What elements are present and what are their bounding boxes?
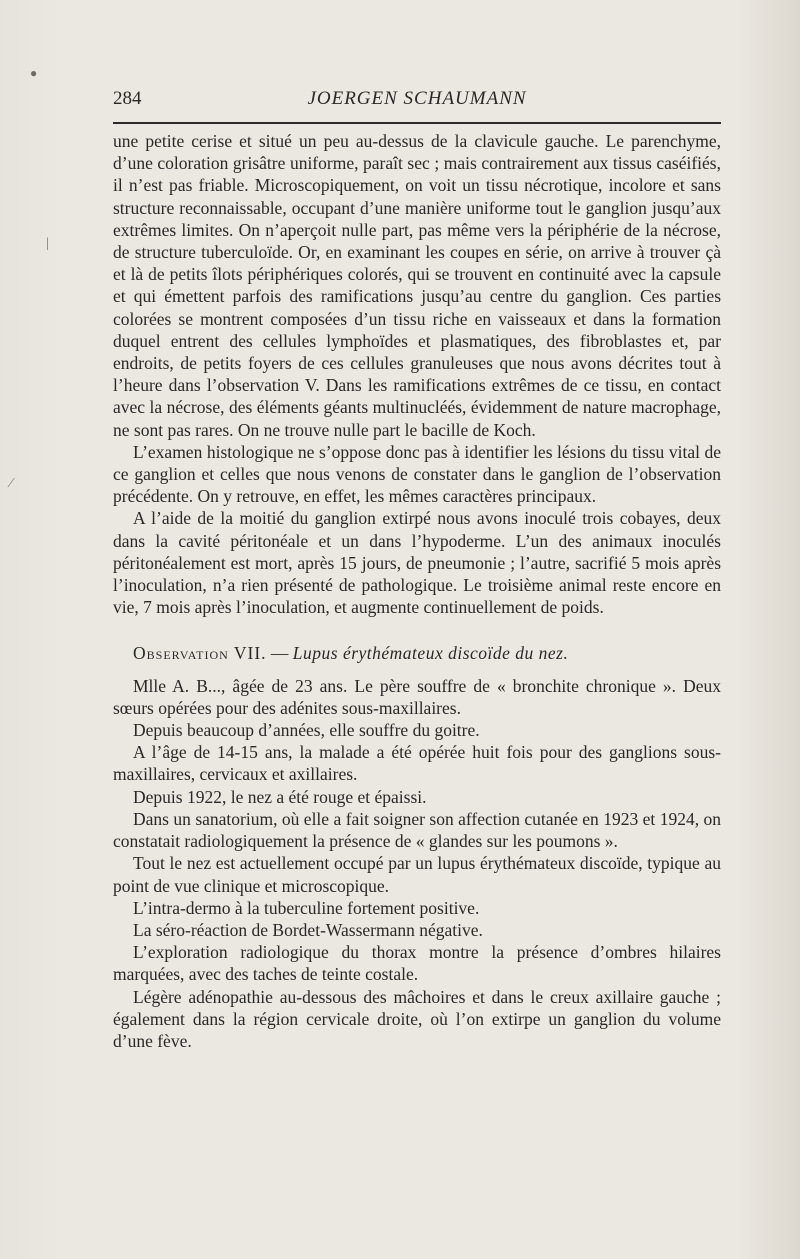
observation-dash: — (266, 643, 293, 664)
observation-label: Observation VII. (133, 643, 267, 664)
paragraph: L’examen histologique ne s’oppose donc pas à identifier les lésions du tissu vital de ce ganglion et celles que nous venons de constater dans le ganglion de l’observation précédente. On y retrouve, en effet, les mêmes caractères principaux. (113, 441, 721, 507)
margin-dot: ● (30, 66, 38, 80)
case-paragraph: L’exploration radiologique du thorax montre la présence d’ombres hilaires marquées, avec des taches de teinte costale. (113, 942, 721, 985)
paragraph: A l’aide de la moitié du ganglion extirpé nous avons inoculé trois cobayes, deux dans la cavité péritonéale et un dans l’hypoderme. L’un des animaux inoculés péritonéalement est mort, après 15 jours, de pneumonie ; l’autre, sacrifié 5 mois après l’inoculation, n’a rien présenté de pathologique. Le troisième animal reste encore en vie, 7 mois après l’inoculation, et augmente continuellement de poids. (113, 508, 721, 618)
case-paragraph: Depuis beaucoup d’années, elle souffre du goitre. (133, 720, 480, 741)
body-text (113, 130, 721, 1052)
observation-heading (113, 642, 721, 664)
observation-title: Lupus érythémateux discoïde du nez. (292, 643, 569, 664)
case-paragraph: L’intra-dermo à la tuberculine fortement positive. (133, 897, 480, 918)
margin-slash: ⁄ (10, 476, 13, 491)
case-paragraph: Depuis 1922, le nez a été rouge et épaissi. (133, 786, 427, 807)
case-paragraph: Mlle A. B..., âgée de 23 ans. Le père souffre de « bronchite chronique ». Deux sœurs opérées pour des adénites sous-maxillaires. (113, 675, 721, 718)
page-header (113, 88, 721, 118)
margin-tick: | (46, 236, 49, 251)
case-paragraph: La séro-réaction de Bordet-Wassermann négative. (133, 919, 483, 940)
case-paragraph: Dans un sanatorium, où elle a fait soigner son affection cutanée en 1923 et 1924, on constatait radiologiquement la présence de « glandes sur les poumons ». (113, 808, 721, 852)
case-paragraph: Tout le nez est actuellement occupé par un lupus érythémateux discoïde, typique au point de vue clinique et microscopique. (113, 853, 721, 896)
running-title: JOERGEN SCHAUMANN (307, 88, 527, 109)
page-number: 284 (113, 88, 142, 109)
header-rule (113, 122, 721, 124)
paragraph: une petite cerise et situé un peu au-dessus de la clavicule gauche. Le parenchyme, d’une coloration grisâtre uniforme, paraît sec ; mais contrairement aux tissus caséifiés, il n’est pas friable. Microscopiquement, on voit un tissu nécrotique, incolore et sans structure reconnaissable, occupant d’une manière uniforme tout le ganglion jusqu’aux extrêmes limites. On n’aperçoit nulle part, pas même vers la périphérie de la nécrose, de structure tuberculoïde. Or, en examinant les coupes en série, on arrive à trouver çà et là de petits îlots périphériques colorés, qui se trouvent en continuité avec la capsule et qui émettent parfois des ramifications jusqu’au centre du ganglion. Ces parties colorées se montrent composées d’un tissu riche en vaisseaux et dans la formation duquel entrent des cellules lymphoïdes et plasmatiques, des fibroblastes et, par endroits, de petits foyers de ces cellules granuleuses que nous avons décrites tout à l’heure dans l’observation V. Dans les ramifications extrêmes de ce tissu, en contact avec la nécrose, des éléments géants multinucléés, évidemment de nature macrophage, ne sont pas rares. On ne trouve nulle part le bacille de Koch. (113, 131, 721, 440)
case-paragraph: A l’âge de 14-15 ans, la malade a été opérée huit fois pour des ganglions sous-maxillaires, cervicaux et axillaires. (113, 742, 721, 785)
case-paragraph: Légère adénopathie au-dessous des mâchoires et dans le creux axillaire gauche ; également dans la région cervicale droite, où l’on extirpe un ganglion du volume d’une fève. (113, 986, 721, 1051)
